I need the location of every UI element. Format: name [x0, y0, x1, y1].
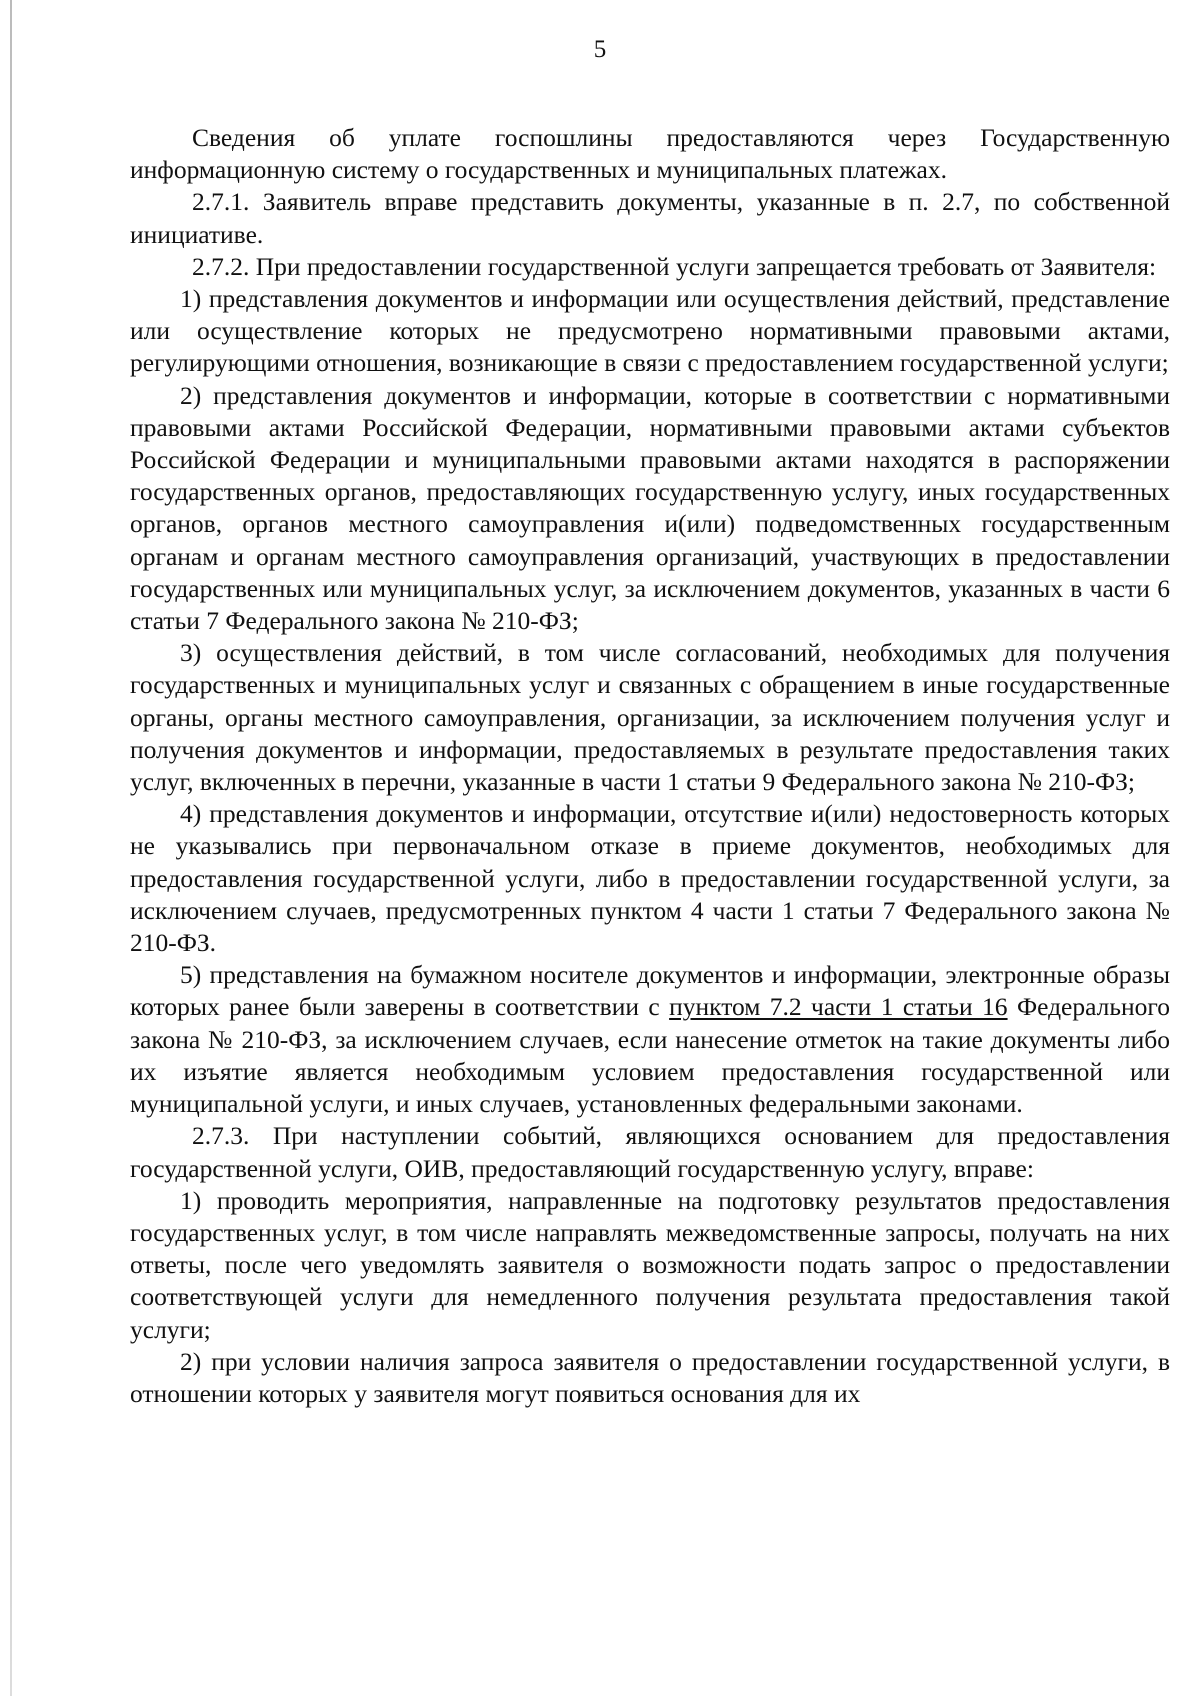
list-item-2-7-3-1: 1) проводить мероприятия, направленные на подготовку результатов предоставления государственных услуг, в том числе направлять межведомственные запросы, получать на них ответы, после чего уведомлять заявителя о возможности подать запрос о предоставлении соответствующей услуги для немедленного получения результата предоставления такой услуги; [130, 1185, 1170, 1344]
list-item-1: 1) представления документов и информации или осуществления действий, представление или осуществление которых не предусмотрено нормативными правовыми актами, регулирующими отношения, возникающие в связи с предоставлением государственной услуги; [130, 284, 1170, 378]
document-body [130, 122, 1170, 1410]
list-item-5-text-end: Федерального закона № 210-ФЗ, за исключением случаев, если нанесение отметок на такие документы либо их изъятие является необходимым условием предоставления государственной или муниципальной услуги, и иных случаев, установленных федеральными законами. [130, 992, 1170, 1119]
paragraph-2-7-1: 2.7.1. Заявитель вправе представить документы, указанные в п. 2.7, по собственной инициативе. [130, 187, 1170, 249]
list-item-3: 3) осуществления действий, в том числе согласований, необходимых для получения государственных и муниципальных услуг и связанных с обращением в иные государственные органы, органы местного самоуправления, организации, за исключением получения услуг и получения документов и информации, предоставляемых в результате предоставления таких услуг, включенных в перечни, указанные в части 1 статьи 9 Федерального закона № 210-ФЗ; [130, 638, 1170, 797]
paragraph-2-7-3: 2.7.3. При наступлении событий, являющихся основанием для предоставления государственной услуги, ОИВ, предоставляющий государственную услугу, вправе: [130, 1121, 1170, 1183]
list-item-4: 4) представления документов и информации, отсутствие и(или) недостоверность которых не указывались при первоначальном отказе в приеме документов, необходимых для предоставления государственной услуги, либо в предоставлении государственной услуги, за исключением случаев, предусмотренных пунктом 4 части 1 статьи 7 Федерального закона № 210-ФЗ. [130, 799, 1170, 958]
law-reference-link[interactable]: пунктом 7.2 части 1 статьи 16 [669, 992, 1008, 1022]
scan-edge-line [10, 0, 12, 1696]
paragraph-fee-info: Сведения об уплате госпошлины предоставляются через Государственную информационную систему о государственных и муниципальных платежах. [130, 123, 1170, 185]
page-number: 5 [593, 36, 607, 63]
list-item-2: 2) представления документов и информации, которые в соответствии с нормативными правовыми актами Российской Федерации, нормативными правовыми актами субъектов Российской Федерации и муниципальными правовыми актами находятся в распоряжении государственных органов, предоставляющих государственную услугу, иных государственных органов, органов местного самоуправления и(или) подведомственных государственным органам и органам местного самоуправления организаций, участвующих в предоставлении государственных или муниципальных услуг, за исключением документов, указанных в части 6 статьи 7 Федерального закона № 210-ФЗ; [130, 380, 1170, 636]
list-item-5 [130, 959, 1170, 1120]
paragraph-2-7-2: 2.7.2. При предоставлении государственной услуги запрещается требовать от Заявителя: [192, 251, 1157, 281]
list-item-2-7-3-2: 2) при условии наличия запроса заявителя о предоставлении государственной услуги, в отношении которых у заявителя могут появиться основания для их [130, 1346, 1170, 1408]
list-item-5-text-start: 5) представления на бумажном носителе документов и информации, электронные образы которых ранее были заверены в соответствии с [130, 960, 1170, 1022]
